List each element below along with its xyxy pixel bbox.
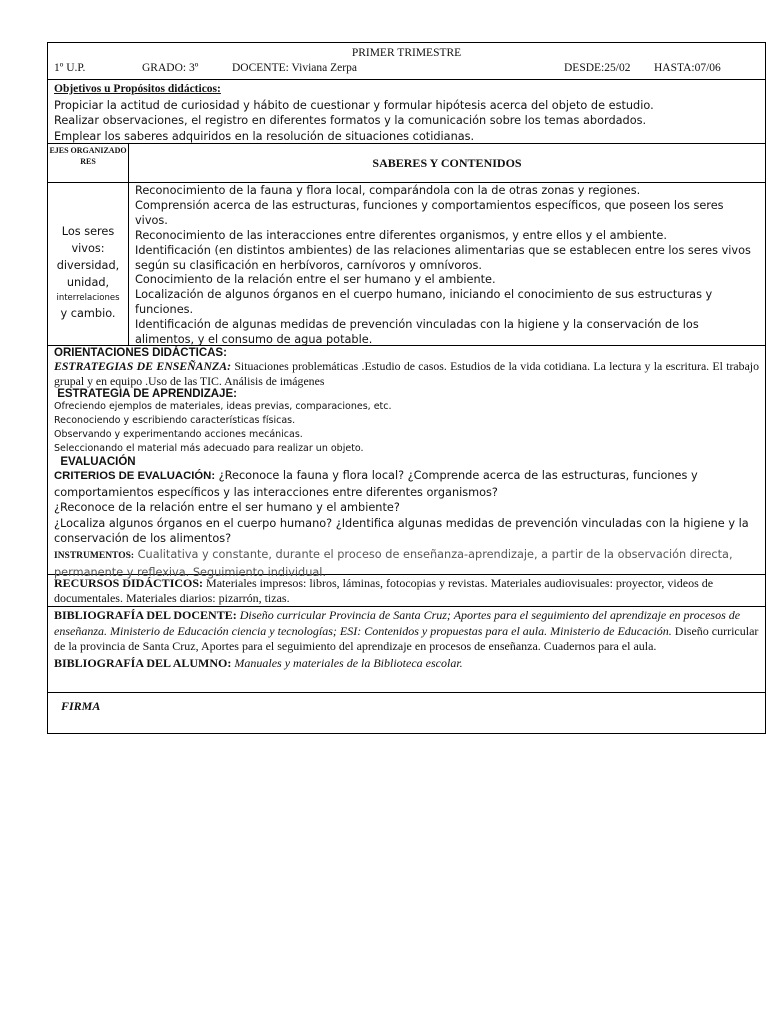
grade-label: GRADO: 3º	[142, 62, 199, 74]
axis-line-small: interrelaciones	[56, 293, 120, 303]
learning-item: Reconociendo y escribiendo características físicas.	[54, 415, 296, 426]
didactic-resources	[48, 575, 765, 607]
criteria-line: ¿Localiza algunos órganos en el cuerpo humano? ¿Identifica algunas medidas de prevención vinculadas con la higiene y la conservación de los alimentos?	[54, 516, 749, 546]
criteria-label: CRITERIOS DE EVALUACIÓN:	[54, 470, 216, 482]
objectives-title: Objetivos u Propósitos didácticos:	[54, 83, 221, 95]
instruments-label: INSTRUMENTOS:	[54, 550, 135, 561]
content-item: Identificación (en distintos ambientes) de las relaciones alimentarias que se establecen entre los seres vivos según su clasificación en herbívoros, carnívoros y omnívoros.	[135, 243, 751, 272]
learning-item: Seleccionando el material más adecuado para realizar un objeto.	[54, 443, 364, 454]
axis-line: unidad,	[66, 276, 110, 289]
signature-row	[48, 693, 765, 733]
header-row	[48, 43, 765, 80]
teacher-label: DOCENTE: Viviana Zerpa	[232, 62, 357, 74]
axis-line: vivos:	[71, 242, 105, 255]
learning-strategy-title: ESTRATEGIA DE APRENDIZAJE:	[54, 388, 237, 400]
student-bibliography-label: BIBLIOGRAFÍA DEL ALUMNO:	[54, 655, 232, 670]
objective-line: Propiciar la actitud de curiosidad y hábito de cuestionar y formular hipótesis acerca del objeto de estudio.	[54, 98, 654, 112]
resources-text: Materiales impresos: libros, láminas, fotocopias y revistas. Materiales audiovisuales: proyector, videos de documentales. Materiales diarios: pizarrón, tizas.	[54, 576, 714, 605]
content-item: Localización de algunos órganos en el cuerpo humano, iniciando el conocimiento de sus estructuras y funciones.	[135, 288, 713, 317]
learning-item: Ofreciendo ejemplos de materiales, ideas previas, comparaciones, etc.	[54, 401, 392, 412]
axes-column-header: EJES ORGANIZADO RES	[48, 144, 129, 182]
trimester-title: PRIMER TRIMESTRE	[351, 47, 462, 59]
student-bibliography	[54, 656, 759, 672]
bibliography-section	[48, 607, 765, 693]
teacher-bibliography-text: Diseño curricular de la provincia de Santa Cruz, Aportes para el seguimiento del aprendizaje en procesos de enseñanza. Cuadernos para el aula.	[54, 623, 759, 654]
teacher-bibliography	[54, 608, 759, 655]
instruments-text: Cualitativa y constante, durante el proceso de enseñanza-aprendizaje, a partir de la observación directa, permanente y reflexiva. Seguimiento individual.	[54, 547, 733, 579]
signature-label: FIRMA	[61, 699, 101, 713]
teaching-strategies-text: Situaciones problemáticas .Estudio de casos. Estudios de la vida cotidiana. La lectura y la escritura. El trabajo grupal y en equipo .Uso de las TIC. Análisis de imágenes	[54, 359, 759, 388]
content-table-header	[48, 144, 765, 183]
end-date: HASTA:07/06	[654, 62, 721, 74]
resources-label: RECURSOS DIDÁCTICOS:	[54, 576, 204, 590]
teacher-bibliography-italic: Diseño curricular Provincia de Santa Cruz; Aportes para el seguimiento del aprendizaje en procesos de enseñanza. Ministerio de Educación ciencia y tecnologías; ESI: Contenidos y propuestas para el aula. Ministerio de Educación.	[54, 608, 741, 638]
content-item: Reconocimiento de la fauna y flora local, comparándola con la de otras zonas y regiones.	[135, 184, 641, 197]
teacher-bibliography-label: BIBLIOGRAFÍA DEL DOCENTE:	[54, 608, 237, 622]
criteria-line: ¿Reconoce de la relación entre el ser humano y el ambiente?	[54, 501, 400, 515]
objective-line: Emplear los saberes adquiridos en la resolución de situaciones cotidianas.	[54, 129, 475, 143]
content-item: Comprensión acerca de las estructuras, funciones y comportamientos específicos, que poseen los seres vivos.	[135, 198, 724, 227]
contents-cell	[129, 183, 765, 345]
objectives-section	[48, 80, 765, 144]
start-date: DESDE:25/02	[564, 62, 631, 74]
content-item: Reconocimiento de las interacciones entre diferentes organismos, y entre ellos y el ambiente.	[135, 228, 667, 242]
learning-item: Observando y experimentando acciones mecánicas.	[54, 429, 303, 440]
student-bibliography-text: Manuales y materiales de la Biblioteca escolar.	[231, 655, 463, 670]
axis-line: y cambio.	[60, 307, 116, 320]
criteria-text: ¿Reconoce la fauna y flora local? ¿Comprende acerca de las estructuras, funciones y comportamientos específicos y las interacciones entre diferentes organismos?	[54, 469, 698, 499]
axis-cell	[48, 183, 129, 345]
content-item: Identificación de algunas medidas de prevención vinculadas con la higiene y la conservación de los alimentos, y el consumo de agua potable.	[135, 318, 699, 347]
evaluation-criteria	[54, 468, 759, 500]
axis-line: diversidad,	[56, 259, 120, 272]
axis-line: Los seres	[61, 225, 115, 238]
planning-sheet	[47, 42, 766, 734]
unit-label: 1º U.P.	[54, 62, 86, 74]
content-item: Conocimiento de la relación entre el ser humano y el ambiente.	[135, 273, 496, 287]
objective-line: Realizar observaciones, el registro en diferentes formatos y la comunicación sobre los temas abordados.	[54, 114, 647, 127]
didactic-orientations	[48, 346, 765, 579]
contents-column-header: SABERES Y CONTENIDOS	[372, 156, 522, 170]
teaching-strategies-label: ESTRATEGIAS DE ENSEÑANZA:	[54, 359, 232, 373]
orientations-title: ORIENTACIONES DIDÁCTICAS:	[54, 347, 227, 359]
content-table-body	[48, 183, 765, 346]
teaching-strategies	[54, 359, 759, 388]
evaluation-title: EVALUACIÓN	[54, 456, 136, 468]
